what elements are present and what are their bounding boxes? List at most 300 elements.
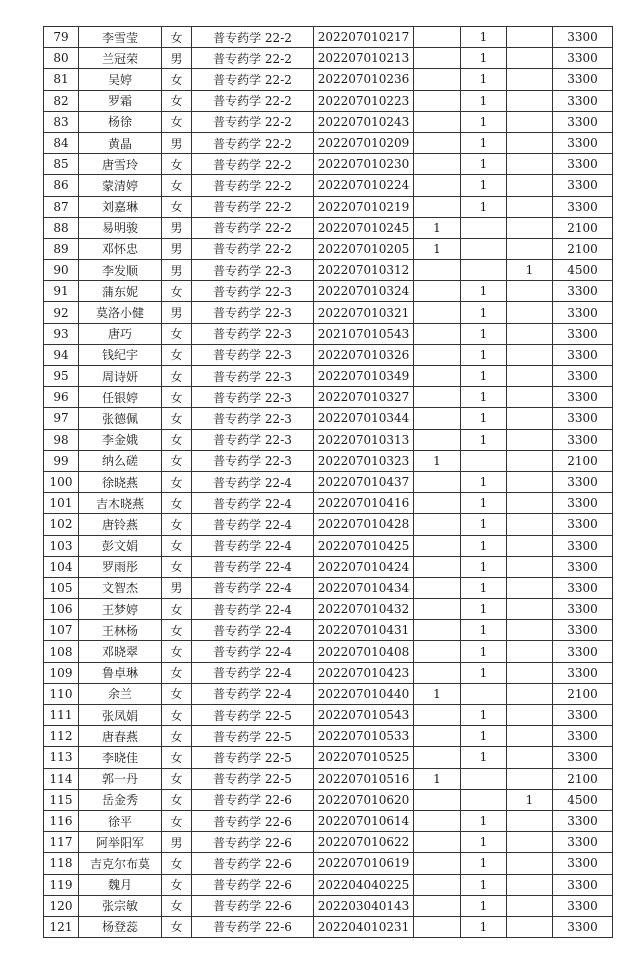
tier-b-cell [461, 789, 507, 810]
tier-a-cell [414, 429, 461, 450]
roster-table [43, 26, 613, 938]
tier-a-cell [414, 599, 461, 620]
tier-a-cell [414, 260, 461, 281]
class-cell: 普专药学 22-5 [192, 726, 314, 747]
tier-a-cell: 1 [414, 450, 461, 471]
row-number-cell: 111 [44, 705, 79, 726]
tier-b-cell: 1 [461, 154, 507, 175]
tier-c-cell [507, 175, 553, 196]
student-id-cell: 202207010432 [314, 599, 414, 620]
tier-a-cell [414, 916, 461, 937]
table-row [44, 747, 613, 768]
table-row [44, 726, 613, 747]
tier-b-cell: 1 [461, 726, 507, 747]
gender-cell: 女 [162, 90, 192, 111]
tier-c-cell [507, 705, 553, 726]
tier-a-cell [414, 154, 461, 175]
row-number-cell: 81 [44, 69, 79, 90]
amount-cell: 3300 [553, 281, 613, 302]
tier-c-cell [507, 662, 553, 683]
tier-b-cell: 1 [461, 69, 507, 90]
tier-c-cell [507, 154, 553, 175]
class-cell: 普专药学 22-3 [192, 344, 314, 365]
amount-cell: 2100 [553, 238, 613, 259]
table-row [44, 705, 613, 726]
student-id-cell: 202207010614 [314, 810, 414, 831]
table-row [44, 853, 613, 874]
class-cell: 普专药学 22-3 [192, 429, 314, 450]
table-row [44, 344, 613, 365]
gender-cell: 女 [162, 641, 192, 662]
row-number-cell: 90 [44, 260, 79, 281]
table-body [44, 27, 613, 938]
tier-a-cell [414, 874, 461, 895]
student-name-cell: 吉木晓燕 [79, 493, 162, 514]
row-number-cell: 109 [44, 662, 79, 683]
amount-cell: 2100 [553, 450, 613, 471]
row-number-cell: 112 [44, 726, 79, 747]
table-row [44, 641, 613, 662]
tier-c-cell [507, 366, 553, 387]
table-row [44, 302, 613, 323]
amount-cell: 3300 [553, 323, 613, 344]
tier-a-cell [414, 175, 461, 196]
row-number-cell: 87 [44, 196, 79, 217]
gender-cell: 女 [162, 281, 192, 302]
student-id-cell: 202207010213 [314, 48, 414, 69]
student-name-cell: 李晓佳 [79, 747, 162, 768]
tier-c-cell [507, 535, 553, 556]
tier-c-cell [507, 450, 553, 471]
row-number-cell: 113 [44, 747, 79, 768]
row-number-cell: 105 [44, 577, 79, 598]
amount-cell: 3300 [553, 27, 613, 48]
row-number-cell: 119 [44, 874, 79, 895]
amount-cell: 3300 [553, 810, 613, 831]
row-number-cell: 99 [44, 450, 79, 471]
tier-b-cell: 1 [461, 705, 507, 726]
tier-c-cell [507, 48, 553, 69]
tier-c-cell [507, 641, 553, 662]
student-id-cell: 202207010516 [314, 768, 414, 789]
table-row [44, 832, 613, 853]
student-id-cell: 202207010219 [314, 196, 414, 217]
amount-cell: 3300 [553, 874, 613, 895]
tier-b-cell: 1 [461, 853, 507, 874]
gender-cell: 女 [162, 705, 192, 726]
tier-c-cell [507, 323, 553, 344]
student-id-cell: 202207010437 [314, 471, 414, 492]
gender-cell: 男 [162, 302, 192, 323]
class-cell: 普专药学 22-6 [192, 895, 314, 916]
table-row [44, 175, 613, 196]
tier-c-cell [507, 747, 553, 768]
tier-c-cell: 1 [507, 260, 553, 281]
row-number-cell: 103 [44, 535, 79, 556]
student-name-cell: 唐雪玲 [79, 154, 162, 175]
tier-a-cell [414, 789, 461, 810]
student-id-cell: 202207010408 [314, 641, 414, 662]
student-id-cell: 202207010440 [314, 683, 414, 704]
gender-cell: 男 [162, 48, 192, 69]
tier-b-cell: 1 [461, 48, 507, 69]
table-row [44, 111, 613, 132]
student-name-cell: 罗霜 [79, 90, 162, 111]
tier-c-cell [507, 471, 553, 492]
class-cell: 普专药学 22-3 [192, 302, 314, 323]
amount-cell: 3300 [553, 662, 613, 683]
amount-cell: 3300 [553, 175, 613, 196]
class-cell: 普专药学 22-3 [192, 366, 314, 387]
table-row [44, 662, 613, 683]
tier-a-cell [414, 641, 461, 662]
gender-cell: 女 [162, 471, 192, 492]
amount-cell: 3300 [553, 599, 613, 620]
row-number-cell: 100 [44, 471, 79, 492]
tier-a-cell [414, 577, 461, 598]
row-number-cell: 104 [44, 556, 79, 577]
class-cell: 普专药学 22-2 [192, 48, 314, 69]
student-id-cell: 202207010324 [314, 281, 414, 302]
row-number-cell: 80 [44, 48, 79, 69]
row-number-cell: 115 [44, 789, 79, 810]
tier-c-cell [507, 132, 553, 153]
gender-cell: 女 [162, 344, 192, 365]
student-id-cell: 202207010321 [314, 302, 414, 323]
row-number-cell: 110 [44, 683, 79, 704]
class-cell: 普专药学 22-4 [192, 471, 314, 492]
amount-cell: 3300 [553, 196, 613, 217]
student-id-cell: 202207010224 [314, 175, 414, 196]
tier-a-cell [414, 90, 461, 111]
student-id-cell: 202207010431 [314, 620, 414, 641]
student-name-cell: 文智杰 [79, 577, 162, 598]
amount-cell: 3300 [553, 895, 613, 916]
student-id-cell: 202107010543 [314, 323, 414, 344]
student-id-cell: 202207010209 [314, 132, 414, 153]
document-page [43, 26, 613, 938]
student-id-cell: 202207010434 [314, 577, 414, 598]
amount-cell: 3300 [553, 48, 613, 69]
amount-cell: 3300 [553, 429, 613, 450]
gender-cell: 女 [162, 387, 192, 408]
gender-cell: 女 [162, 514, 192, 535]
student-name-cell: 杨徐 [79, 111, 162, 132]
tier-b-cell: 1 [461, 429, 507, 450]
row-number-cell: 118 [44, 853, 79, 874]
class-cell: 普专药学 22-4 [192, 620, 314, 641]
class-cell: 普专药学 22-4 [192, 662, 314, 683]
student-id-cell: 202204010231 [314, 916, 414, 937]
tier-a-cell: 1 [414, 683, 461, 704]
table-row [44, 323, 613, 344]
tier-c-cell [507, 429, 553, 450]
table-row [44, 599, 613, 620]
tier-a-cell [414, 810, 461, 831]
tier-c-cell [507, 895, 553, 916]
gender-cell: 男 [162, 238, 192, 259]
tier-c-cell [507, 514, 553, 535]
student-name-cell: 唐巧 [79, 323, 162, 344]
amount-cell: 3300 [553, 514, 613, 535]
amount-cell: 4500 [553, 789, 613, 810]
row-number-cell: 96 [44, 387, 79, 408]
table-row [44, 577, 613, 598]
student-id-cell: 202207010424 [314, 556, 414, 577]
class-cell: 普专药学 22-2 [192, 27, 314, 48]
row-number-cell: 108 [44, 641, 79, 662]
student-name-cell: 兰冠荣 [79, 48, 162, 69]
gender-cell: 女 [162, 366, 192, 387]
student-id-cell: 202207010327 [314, 387, 414, 408]
tier-b-cell: 1 [461, 27, 507, 48]
amount-cell: 3300 [553, 154, 613, 175]
table-row [44, 789, 613, 810]
tier-a-cell [414, 302, 461, 323]
tier-b-cell: 1 [461, 302, 507, 323]
gender-cell: 女 [162, 111, 192, 132]
gender-cell: 女 [162, 810, 192, 831]
tier-b-cell [461, 450, 507, 471]
tier-a-cell [414, 556, 461, 577]
tier-b-cell [461, 238, 507, 259]
row-number-cell: 117 [44, 832, 79, 853]
table-row [44, 408, 613, 429]
class-cell: 普专药学 22-3 [192, 260, 314, 281]
amount-cell: 3300 [553, 535, 613, 556]
amount-cell: 2100 [553, 768, 613, 789]
row-number-cell: 120 [44, 895, 79, 916]
amount-cell: 3300 [553, 344, 613, 365]
class-cell: 普专药学 22-2 [192, 111, 314, 132]
row-number-cell: 94 [44, 344, 79, 365]
tier-a-cell [414, 832, 461, 853]
tier-b-cell [461, 260, 507, 281]
amount-cell: 3300 [553, 747, 613, 768]
table-row [44, 493, 613, 514]
tier-b-cell: 1 [461, 641, 507, 662]
student-name-cell: 阿举阳军 [79, 832, 162, 853]
student-id-cell: 202207010312 [314, 260, 414, 281]
table-row [44, 556, 613, 577]
student-name-cell: 王林杨 [79, 620, 162, 641]
student-name-cell: 余兰 [79, 683, 162, 704]
amount-cell: 3300 [553, 620, 613, 641]
tier-a-cell [414, 535, 461, 556]
student-name-cell: 邓晓翠 [79, 641, 162, 662]
tier-a-cell [414, 662, 461, 683]
gender-cell: 女 [162, 874, 192, 895]
tier-c-cell [507, 874, 553, 895]
student-name-cell: 蒙清婷 [79, 175, 162, 196]
student-name-cell: 唐铃燕 [79, 514, 162, 535]
tier-a-cell: 1 [414, 217, 461, 238]
row-number-cell: 85 [44, 154, 79, 175]
amount-cell: 3300 [553, 832, 613, 853]
amount-cell: 3300 [553, 302, 613, 323]
row-number-cell: 116 [44, 810, 79, 831]
table-row [44, 366, 613, 387]
gender-cell: 女 [162, 916, 192, 937]
class-cell: 普专药学 22-4 [192, 556, 314, 577]
table-row [44, 69, 613, 90]
table-row [44, 895, 613, 916]
tier-b-cell [461, 217, 507, 238]
tier-a-cell [414, 196, 461, 217]
table-row [44, 196, 613, 217]
gender-cell: 女 [162, 726, 192, 747]
student-name-cell: 纳么磋 [79, 450, 162, 471]
student-name-cell: 张凤娟 [79, 705, 162, 726]
tier-b-cell: 1 [461, 535, 507, 556]
gender-cell: 女 [162, 429, 192, 450]
tier-a-cell [414, 620, 461, 641]
tier-b-cell: 1 [461, 832, 507, 853]
student-name-cell: 王梦婷 [79, 599, 162, 620]
gender-cell: 男 [162, 577, 192, 598]
student-name-cell: 徐平 [79, 810, 162, 831]
table-row [44, 450, 613, 471]
tier-b-cell [461, 683, 507, 704]
amount-cell: 3300 [553, 132, 613, 153]
class-cell: 普专药学 22-3 [192, 323, 314, 344]
gender-cell: 女 [162, 768, 192, 789]
student-name-cell: 莫洛小健 [79, 302, 162, 323]
gender-cell: 女 [162, 493, 192, 514]
tier-a-cell [414, 387, 461, 408]
class-cell: 普专药学 22-2 [192, 90, 314, 111]
row-number-cell: 84 [44, 132, 79, 153]
student-id-cell: 202207010349 [314, 366, 414, 387]
tier-c-cell [507, 196, 553, 217]
class-cell: 普专药学 22-3 [192, 450, 314, 471]
student-name-cell: 吴婷 [79, 69, 162, 90]
table-row [44, 768, 613, 789]
student-name-cell: 邓怀忠 [79, 238, 162, 259]
student-name-cell: 李雪莹 [79, 27, 162, 48]
tier-c-cell [507, 853, 553, 874]
class-cell: 普专药学 22-6 [192, 874, 314, 895]
amount-cell: 3300 [553, 556, 613, 577]
student-name-cell: 罗雨彤 [79, 556, 162, 577]
amount-cell: 3300 [553, 471, 613, 492]
tier-a-cell: 1 [414, 768, 461, 789]
gender-cell: 女 [162, 408, 192, 429]
class-cell: 普专药学 22-4 [192, 641, 314, 662]
tier-b-cell [461, 768, 507, 789]
gender-cell: 女 [162, 535, 192, 556]
tier-a-cell [414, 323, 461, 344]
tier-b-cell: 1 [461, 387, 507, 408]
table-row [44, 90, 613, 111]
gender-cell: 女 [162, 683, 192, 704]
table-row [44, 916, 613, 937]
student-id-cell: 202207010622 [314, 832, 414, 853]
amount-cell: 3300 [553, 641, 613, 662]
tier-c-cell [507, 27, 553, 48]
tier-a-cell: 1 [414, 238, 461, 259]
tier-a-cell [414, 48, 461, 69]
tier-c-cell [507, 217, 553, 238]
class-cell: 普专药学 22-3 [192, 387, 314, 408]
class-cell: 普专药学 22-5 [192, 747, 314, 768]
student-name-cell: 李发顺 [79, 260, 162, 281]
tier-c-cell [507, 916, 553, 937]
gender-cell: 女 [162, 175, 192, 196]
row-number-cell: 89 [44, 238, 79, 259]
tier-b-cell: 1 [461, 111, 507, 132]
student-id-cell: 202207010245 [314, 217, 414, 238]
tier-b-cell: 1 [461, 132, 507, 153]
tier-c-cell [507, 302, 553, 323]
gender-cell: 女 [162, 154, 192, 175]
class-cell: 普专药学 22-6 [192, 916, 314, 937]
tier-c-cell [507, 408, 553, 429]
class-cell: 普专药学 22-6 [192, 810, 314, 831]
student-id-cell: 202207010230 [314, 154, 414, 175]
student-id-cell: 202207010543 [314, 705, 414, 726]
gender-cell: 女 [162, 599, 192, 620]
gender-cell: 女 [162, 196, 192, 217]
tier-a-cell [414, 344, 461, 365]
tier-b-cell: 1 [461, 175, 507, 196]
tier-b-cell: 1 [461, 577, 507, 598]
student-name-cell: 张德佩 [79, 408, 162, 429]
row-number-cell: 93 [44, 323, 79, 344]
student-name-cell: 刘嘉琳 [79, 196, 162, 217]
class-cell: 普专药学 22-6 [192, 853, 314, 874]
row-number-cell: 101 [44, 493, 79, 514]
gender-cell: 女 [162, 789, 192, 810]
tier-c-cell [507, 599, 553, 620]
tier-c-cell [507, 493, 553, 514]
class-cell: 普专药学 22-4 [192, 514, 314, 535]
tier-b-cell: 1 [461, 599, 507, 620]
class-cell: 普专药学 22-4 [192, 493, 314, 514]
tier-a-cell [414, 69, 461, 90]
row-number-cell: 86 [44, 175, 79, 196]
amount-cell: 3300 [553, 69, 613, 90]
amount-cell: 3300 [553, 577, 613, 598]
table-row [44, 810, 613, 831]
student-id-cell: 202207010326 [314, 344, 414, 365]
gender-cell: 女 [162, 662, 192, 683]
student-id-cell: 202207010217 [314, 27, 414, 48]
student-id-cell: 202207010423 [314, 662, 414, 683]
amount-cell: 3300 [553, 853, 613, 874]
student-id-cell: 202207010525 [314, 747, 414, 768]
tier-b-cell: 1 [461, 874, 507, 895]
row-number-cell: 121 [44, 916, 79, 937]
table-row [44, 471, 613, 492]
class-cell: 普专药学 22-5 [192, 705, 314, 726]
tier-c-cell [507, 238, 553, 259]
tier-a-cell [414, 493, 461, 514]
class-cell: 普专药学 22-2 [192, 132, 314, 153]
class-cell: 普专药学 22-3 [192, 281, 314, 302]
tier-c-cell [507, 556, 553, 577]
tier-c-cell: 1 [507, 789, 553, 810]
table-row [44, 27, 613, 48]
student-name-cell: 徐晓燕 [79, 471, 162, 492]
gender-cell: 男 [162, 132, 192, 153]
tier-c-cell [507, 387, 553, 408]
tier-a-cell [414, 895, 461, 916]
student-id-cell: 202207010313 [314, 429, 414, 450]
row-number-cell: 102 [44, 514, 79, 535]
tier-a-cell [414, 408, 461, 429]
tier-b-cell: 1 [461, 493, 507, 514]
